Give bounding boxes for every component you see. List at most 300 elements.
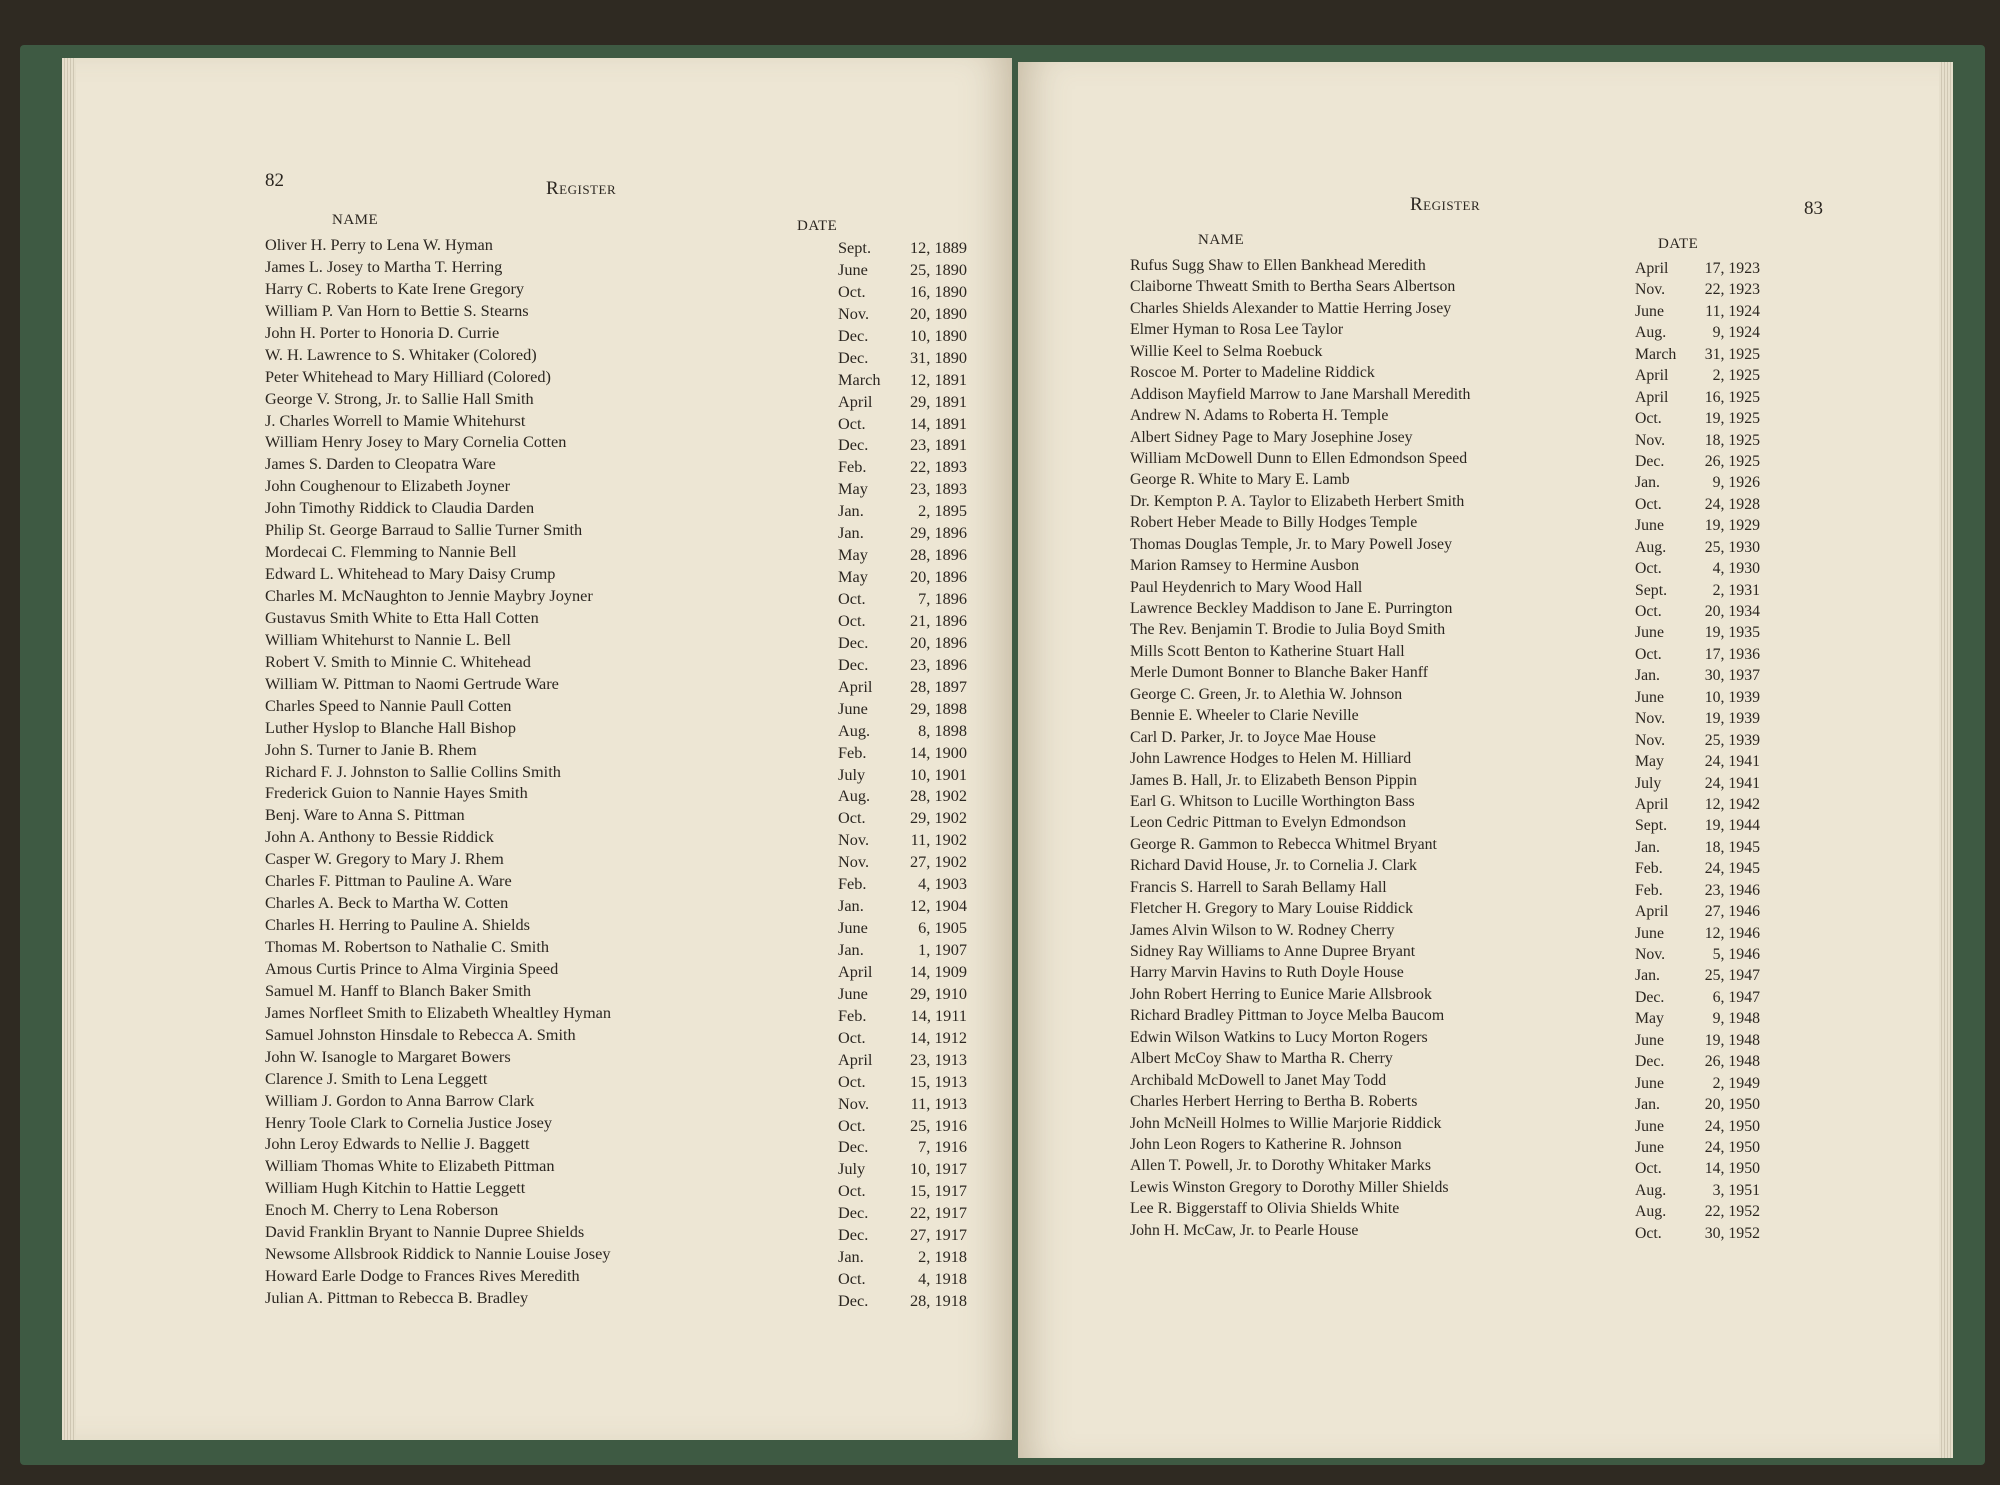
entry-month: Dec.: [838, 1291, 869, 1310]
entry-names: Robert V. Smith to Minnie C. Whitehead: [265, 651, 531, 671]
register-entry: [265, 740, 985, 762]
entry-month: Aug.: [1635, 324, 1667, 342]
entry-day-year: 12, 1942: [1704, 795, 1760, 813]
register-entry: [265, 1178, 985, 1200]
entry-month: Oct.: [838, 808, 866, 828]
entry-month: Nov.: [1635, 281, 1666, 299]
entry-month: June: [838, 918, 868, 938]
entry-names: John S. Turner to Janie B. Rhem: [265, 739, 477, 759]
register-entry: [265, 608, 985, 630]
entry-day-year: 15, 1917: [910, 1181, 967, 1201]
entry-month: April: [1635, 367, 1669, 385]
entry-day-year: 28, 1896: [910, 545, 967, 565]
entry-day-year: 22, 1917: [910, 1203, 967, 1223]
entry-day-year: 4, 1918: [918, 1269, 967, 1289]
name-column-header: NAME: [332, 212, 379, 228]
entry-names: William McDowell Dunn to Ellen Edmondson Speed: [1130, 449, 1468, 467]
entry-day-year: 10, 1901: [910, 764, 967, 784]
entry-month: Oct.: [1635, 560, 1662, 578]
entry-day-year: 24, 1941: [1704, 753, 1760, 771]
entry-month: Dec.: [838, 325, 869, 345]
register-entry: [1130, 707, 1830, 728]
entry-month: June: [1635, 517, 1664, 535]
register-entry: [1130, 879, 1830, 900]
entry-day-year: 31, 1890: [910, 347, 967, 367]
entry-names: Charles F. Pittman to Pauline A. Ware: [265, 871, 512, 891]
entry-month: Dec.: [1635, 988, 1665, 1006]
register-entry: [265, 827, 985, 849]
entry-month: Aug.: [1635, 1181, 1667, 1199]
register-entry: [265, 937, 985, 959]
entry-names: John H. Porter to Honoria D. Currie: [265, 322, 500, 342]
entry-month: March: [1635, 345, 1677, 363]
entry-month: Feb.: [838, 742, 867, 762]
entry-day-year: 24, 1945: [1704, 860, 1760, 878]
entry-month: Dec.: [838, 632, 869, 652]
entry-month: April: [838, 961, 873, 981]
entry-names: Luther Hyslop to Blanche Hall Bishop: [265, 717, 516, 737]
entry-month: Oct.: [838, 1115, 866, 1135]
entry-names: Lewis Winston Gregory to Dorothy Miller Shields: [1130, 1178, 1449, 1196]
entry-names: James Alvin Wilson to W. Rodney Cherry: [1130, 921, 1395, 939]
entry-month: Dec.: [838, 654, 869, 674]
register-entry: [265, 1288, 985, 1310]
entry-month: June: [1635, 624, 1664, 642]
entry-names: William Whitehurst to Nannie L. Bell: [265, 629, 511, 649]
entry-month: Oct.: [838, 1027, 866, 1047]
entry-names: John Leroy Edwards to Nellie J. Baggett: [265, 1134, 530, 1154]
entry-month: Nov.: [838, 830, 870, 850]
entry-day-year: 6, 1905: [918, 918, 967, 938]
entry-month: Jan.: [1635, 1096, 1661, 1114]
entry-month: Jan.: [838, 896, 864, 916]
entry-names: Mordecai C. Flemming to Nannie Bell: [265, 542, 517, 562]
register-entry: [1130, 1179, 1830, 1200]
register-entry: [1130, 772, 1830, 793]
register-entry: [265, 454, 985, 476]
entry-names: William W. Pittman to Naomi Gertrude Ware: [265, 673, 559, 693]
register-entry: [265, 783, 985, 805]
register-entry: [1130, 621, 1830, 642]
entry-day-year: 18, 1925: [1704, 431, 1760, 449]
entry-names: William Thomas White to Elizabeth Pittman: [265, 1156, 555, 1176]
entry-month: Dec.: [838, 1225, 869, 1245]
entry-names: George R. Gammon to Rebecca Whitmel Bryant: [1130, 835, 1437, 853]
entry-day-year: 25, 1939: [1704, 731, 1760, 749]
entry-month: June: [838, 259, 868, 279]
register-entry: [1130, 1157, 1830, 1178]
register-entry: [265, 301, 985, 323]
entry-names: John McNeill Holmes to Willie Marjorie Riddick: [1130, 1114, 1442, 1132]
entry-month: Dec.: [838, 435, 869, 455]
entry-names: W. H. Lawrence to S. Whitaker (Colored): [265, 344, 537, 364]
register-entry: [1130, 986, 1830, 1007]
entry-names: John A. Anthony to Bessie Riddick: [265, 827, 494, 847]
entry-names: Edward L. Whitehead to Mary Daisy Crump: [265, 564, 556, 584]
entry-month: Jan.: [1635, 667, 1661, 685]
entry-day-year: 14, 1911: [910, 1005, 967, 1025]
entry-day-year: 29, 1902: [910, 808, 967, 828]
entry-day-year: 27, 1946: [1704, 903, 1760, 921]
register-entry: [265, 762, 985, 784]
entry-month: Sept.: [1635, 581, 1668, 599]
entry-month: Feb.: [1635, 860, 1663, 878]
register-entry: [265, 849, 985, 871]
entry-month: May: [838, 567, 868, 587]
entry-names: Charles H. Herring to Pauline A. Shields: [265, 915, 530, 935]
entry-month: Jan.: [838, 1247, 864, 1267]
register-entry: [1130, 300, 1830, 321]
entry-day-year: 2, 1918: [918, 1247, 967, 1267]
entry-month: Aug.: [838, 720, 871, 740]
entry-names: Albert McCoy Shaw to Martha R. Cherry: [1130, 1050, 1393, 1068]
entry-month: Aug.: [1635, 1203, 1667, 1221]
entry-names: Marion Ramsey to Hermine Ausbon: [1130, 557, 1360, 575]
entry-names: Bennie E. Wheeler to Clarie Neville: [1130, 707, 1359, 725]
register-entry: [1130, 922, 1830, 943]
entry-month: Dec.: [838, 1137, 869, 1157]
entry-day-year: 10, 1890: [910, 325, 967, 345]
entry-day-year: 23, 1913: [910, 1049, 967, 1069]
entry-names: Lee R. Biggerstaff to Olivia Shields White: [1130, 1200, 1400, 1218]
entry-names: Addison Mayfield Marrow to Jane Marshall Meredith: [1130, 385, 1471, 403]
page-number: 83: [1804, 198, 1823, 219]
entry-names: John Robert Herring to Eunice Marie Allsbrook: [1130, 985, 1432, 1003]
entry-day-year: 19, 1948: [1704, 1031, 1760, 1049]
entry-day-year: 14, 1900: [910, 742, 967, 762]
entry-names: John H. McCaw, Jr. to Pearle House: [1130, 1221, 1359, 1239]
register-entry: [265, 564, 985, 586]
entry-names: William Henry Josey to Mary Cornelia Cotten: [265, 432, 567, 452]
entry-day-year: 12, 1904: [910, 896, 967, 916]
entry-day-year: 24, 1941: [1704, 774, 1760, 792]
left-page: [62, 58, 1012, 1440]
entry-names: John W. Isanogle to Margaret Bowers: [265, 1046, 511, 1066]
entry-month: July: [1635, 774, 1662, 792]
date-column-header: DATE: [797, 218, 838, 234]
entry-day-year: 19, 1925: [1704, 410, 1760, 428]
entry-day-year: 16, 1890: [910, 281, 967, 301]
register-entry: [265, 345, 985, 367]
entry-month: Nov.: [1635, 731, 1666, 749]
entry-month: April: [838, 1049, 873, 1069]
entry-names: Willie Keel to Selma Roebuck: [1130, 342, 1323, 360]
register-entry: [1130, 557, 1830, 578]
entry-month: Jan.: [1635, 967, 1661, 985]
entry-month: June: [838, 698, 868, 718]
entry-names: Richard David House, Jr. to Cornelia J. Clark: [1130, 857, 1417, 875]
register-entry: [1130, 514, 1830, 535]
register-entry: [1130, 793, 1830, 814]
entry-month: June: [1635, 1138, 1664, 1156]
entry-day-year: 14, 1891: [910, 413, 967, 433]
entry-names: The Rev. Benjamin T. Brodie to Julia Boyd Smith: [1130, 621, 1446, 639]
entry-names: Leon Cedric Pittman to Evelyn Edmondson: [1130, 814, 1406, 832]
entry-day-year: 24, 1928: [1704, 495, 1760, 513]
register-entry: [265, 520, 985, 542]
entry-month: Oct.: [1635, 645, 1662, 663]
entry-day-year: 14, 1912: [910, 1027, 967, 1047]
register-entry: [265, 1091, 985, 1113]
entry-names: Charles Speed to Nannie Paull Cotten: [265, 695, 512, 715]
entry-day-year: 21, 1896: [910, 610, 967, 630]
register-entry: [1130, 729, 1830, 750]
entry-month: Oct.: [838, 1071, 866, 1091]
register-entry: [1130, 493, 1830, 514]
entry-month: June: [1635, 302, 1664, 320]
entry-month: May: [1635, 753, 1664, 771]
entry-month: June: [838, 983, 868, 1003]
entry-names: William P. Van Horn to Bettie S. Stearns: [265, 300, 529, 320]
entry-month: April: [838, 391, 873, 411]
entry-names: Charles M. McNaughton to Jennie Maybry Joyner: [265, 586, 593, 605]
entry-names: William Hugh Kitchin to Hattie Leggett: [265, 1178, 526, 1198]
entry-names: Sidney Ray Williams to Anne Dupree Bryant: [1130, 943, 1416, 960]
entry-month: Feb.: [838, 1005, 867, 1025]
register-entry: [265, 652, 985, 674]
entry-names: Allen T. Powell, Jr. to Dorothy Whitaker Marks: [1130, 1157, 1431, 1175]
register-entry: [265, 498, 985, 520]
entry-month: Nov.: [1635, 946, 1666, 963]
register-entry: [1130, 579, 1830, 600]
entry-names: John Lawrence Hodges to Helen M. Hilliard: [1130, 750, 1412, 768]
register-entry: [265, 674, 985, 696]
register-entry: [265, 1222, 985, 1244]
register-entry: [1130, 964, 1830, 985]
entry-month: Oct.: [838, 589, 866, 608]
entry-day-year: 25, 1916: [910, 1115, 967, 1135]
entry-names: Lawrence Beckley Maddison to Jane E. Purrington: [1130, 600, 1453, 617]
entry-day-year: 26, 1948: [1704, 1053, 1760, 1071]
register-entry: [1130, 1007, 1830, 1028]
register-entry: [265, 323, 985, 345]
entry-day-year: 29, 1896: [910, 523, 967, 543]
register-entry: [265, 542, 985, 564]
entry-day-year: 20, 1890: [910, 303, 967, 323]
entry-names: James L. Josey to Martha T. Herring: [265, 256, 503, 276]
entry-day-year: 28, 1902: [910, 786, 967, 806]
entry-day-year: 23, 1896: [910, 654, 967, 674]
entry-day-year: 4, 1930: [1712, 560, 1760, 578]
entry-names: Amous Curtis Prince to Alma Virginia Speed: [265, 958, 559, 978]
entry-month: March: [838, 369, 881, 389]
entry-day-year: 29, 1891: [910, 391, 967, 411]
register-entry: [1130, 450, 1830, 471]
entry-names: Charles Shields Alexander to Mattie Herring Josey: [1130, 299, 1452, 317]
register-entry: [265, 1113, 985, 1135]
entry-names: Robert Heber Meade to Billy Hodges Temple: [1130, 514, 1418, 532]
entry-names: Oliver H. Perry to Lena W. Hyman: [265, 235, 493, 254]
entry-day-year: 7, 1916: [918, 1137, 967, 1157]
register-entry: [1130, 664, 1830, 685]
entry-month: Nov.: [838, 852, 870, 872]
entry-day-year: 29, 1898: [910, 698, 967, 718]
entry-day-year: 9, 1948: [1712, 1010, 1760, 1028]
entry-day-year: 22, 1893: [910, 457, 967, 477]
entry-names: George C. Green, Jr. to Alethia W. Johnson: [1130, 685, 1403, 703]
register-entries: [265, 235, 985, 1310]
entry-names: John Timothy Riddick to Claudia Darden: [265, 498, 535, 518]
entry-day-year: 24, 1950: [1704, 1138, 1760, 1156]
entry-day-year: 23, 1946: [1704, 881, 1760, 899]
entry-names: Fletcher H. Gregory to Mary Louise Riddick: [1130, 900, 1413, 918]
entry-month: Aug.: [1635, 538, 1667, 556]
entry-names: William J. Gordon to Anna Barrow Clark: [265, 1090, 535, 1110]
entry-month: April: [838, 676, 873, 696]
entry-day-year: 18, 1945: [1704, 838, 1760, 856]
entry-names: Roscoe M. Porter to Madeline Riddick: [1130, 364, 1375, 382]
entry-day-year: 3, 1951: [1712, 1181, 1760, 1199]
entry-names: Richard F. J. Johnston to Sallie Collins Smith: [265, 761, 561, 781]
register-entry: [265, 893, 985, 915]
entry-month: Oct.: [1635, 1160, 1662, 1178]
entry-month: Nov.: [838, 303, 870, 323]
entry-day-year: 31, 1925: [1704, 345, 1760, 363]
entry-day-year: 28, 1897: [910, 676, 967, 696]
register-entry: [1130, 429, 1830, 450]
entry-day-year: 12, 1946: [1704, 924, 1760, 942]
entry-day-year: 9, 1926: [1712, 474, 1760, 492]
entry-names: Charles Herbert Herring to Bertha B. Roberts: [1130, 1093, 1418, 1111]
register-entry: [265, 586, 985, 608]
entry-day-year: 20, 1896: [910, 632, 967, 652]
register-entry: [1130, 1200, 1830, 1221]
entry-month: Feb.: [838, 874, 867, 894]
entry-names: James Norfleet Smith to Elizabeth Whealtley Hyman: [265, 1002, 612, 1022]
entry-names: Edwin Wilson Watkins to Lucy Morton Rogers: [1130, 1028, 1428, 1046]
register-entry: [1130, 814, 1830, 835]
entry-day-year: 12, 1891: [910, 369, 967, 389]
entry-month: Jan.: [1635, 474, 1661, 492]
entry-month: Dec.: [1635, 1053, 1665, 1071]
register-entry: [265, 1156, 985, 1178]
entry-names: Rufus Sugg Shaw to Ellen Bankhead Meredith: [1130, 257, 1426, 274]
entry-month: Aug.: [838, 786, 871, 806]
entry-day-year: 26, 1925: [1704, 452, 1760, 470]
register-entry: [1130, 1115, 1830, 1136]
entry-day-year: 28, 1918: [910, 1291, 967, 1310]
entry-month: June: [1635, 924, 1664, 942]
register-entry: [265, 1003, 985, 1025]
register-entry: [265, 915, 985, 937]
entry-names: George V. Strong, Jr. to Sallie Hall Smith: [265, 388, 534, 408]
entry-month: Feb.: [1635, 881, 1663, 899]
entry-day-year: 23, 1893: [910, 479, 967, 499]
register-entry: [1130, 257, 1830, 278]
entry-names: Charles A. Beck to Martha W. Cotten: [265, 893, 509, 913]
entry-day-year: 14, 1950: [1704, 1160, 1760, 1178]
entry-names: Elmer Hyman to Rosa Lee Taylor: [1130, 321, 1344, 339]
entry-month: Jan.: [838, 501, 864, 521]
entry-names: Enoch M. Cherry to Lena Roberson: [265, 1200, 499, 1220]
entry-day-year: 9, 1924: [1712, 324, 1760, 342]
register-entry: [1130, 900, 1830, 921]
entry-names: Paul Heydenrich to Mary Wood Hall: [1130, 578, 1363, 596]
entry-month: June: [1635, 1074, 1664, 1092]
entry-names: Peter Whitehead to Mary Hilliard (Colored): [265, 366, 551, 386]
register-entry: [1130, 536, 1830, 557]
entry-names: Dr. Kempton P. A. Taylor to Elizabeth Herbert Smith: [1130, 492, 1465, 510]
register-entry: [1130, 1093, 1830, 1114]
register-entry: [265, 1069, 985, 1091]
entry-month: Nov.: [1635, 431, 1666, 449]
register-entry: [265, 257, 985, 279]
entry-month: Sept.: [1635, 817, 1668, 835]
register-entry: [265, 476, 985, 498]
register-entry: [265, 1134, 985, 1156]
entry-names: Mills Scott Benton to Katherine Stuart Hall: [1130, 642, 1405, 660]
entry-month: Oct.: [838, 1181, 866, 1201]
entry-day-year: 2, 1925: [1712, 367, 1760, 385]
register-entry: [1130, 600, 1830, 621]
entry-names: John Leon Rogers to Katherine R. Johnson: [1130, 1135, 1402, 1153]
entry-day-year: 1, 1907: [918, 940, 967, 959]
entry-day-year: 11, 1902: [910, 830, 967, 850]
entry-day-year: 30, 1937: [1704, 667, 1760, 685]
entry-names: James S. Darden to Cleopatra Ware: [265, 454, 496, 474]
entry-month: July: [838, 1159, 866, 1179]
register-entry: [1130, 343, 1830, 364]
entry-month: Dec.: [1635, 452, 1665, 470]
entry-day-year: 23, 1891: [910, 435, 967, 455]
register-entry: [1130, 1072, 1830, 1093]
register-entry: [1130, 321, 1830, 342]
entry-names: Andrew N. Adams to Roberta H. Temple: [1130, 407, 1389, 425]
entry-month: Feb.: [838, 457, 867, 477]
entry-day-year: 19, 1929: [1704, 517, 1760, 535]
register-entry: [265, 718, 985, 740]
entry-names: James B. Hall, Jr. to Elizabeth Benson Pippin: [1130, 771, 1417, 789]
entry-names: Thomas M. Robertson to Nathalie C. Smith: [265, 937, 549, 956]
entry-month: April: [1635, 795, 1669, 813]
register-entry: [265, 279, 985, 301]
entry-names: Thomas Douglas Temple, Jr. to Mary Powell Josey: [1130, 535, 1452, 553]
entry-day-year: 25, 1890: [910, 259, 967, 279]
register-entry: [1130, 750, 1830, 771]
register-entry: [1130, 364, 1830, 385]
entry-month: Nov.: [838, 1093, 870, 1113]
entry-names: Clarence J. Smith to Lena Leggett: [265, 1068, 488, 1088]
entry-day-year: 29, 1910: [910, 983, 967, 1003]
register-entry: [265, 1266, 985, 1288]
entry-day-year: 22, 1952: [1704, 1203, 1760, 1221]
entry-day-year: 2, 1949: [1712, 1074, 1760, 1092]
entry-names: Henry Toole Clark to Cornelia Justice Josey: [265, 1112, 553, 1132]
register-entry: [1130, 407, 1830, 428]
entry-month: June: [1635, 688, 1664, 706]
entry-day-year: 12, 1889: [910, 238, 967, 257]
entry-day-year: 10, 1917: [910, 1159, 967, 1179]
entry-names: Frederick Guion to Nannie Hayes Smith: [265, 783, 528, 803]
entry-day-year: 17, 1923: [1704, 260, 1760, 277]
entry-names: J. Charles Worrell to Mamie Whitehurst: [265, 410, 526, 430]
entry-day-year: 27, 1902: [910, 852, 967, 872]
register-entry: [1130, 643, 1830, 664]
entry-day-year: 20, 1934: [1704, 603, 1760, 620]
entry-month: May: [838, 479, 868, 499]
entry-names: Earl G. Whitson to Lucille Worthington Bass: [1130, 792, 1415, 810]
running-head: Register: [1410, 194, 1481, 215]
entry-month: Sept.: [838, 238, 872, 257]
entry-names: Howard Earle Dodge to Frances Rives Meredith: [265, 1266, 580, 1286]
entry-month: Jan.: [1635, 838, 1661, 856]
entry-day-year: 22, 1923: [1704, 281, 1760, 299]
entry-month: April: [1635, 388, 1669, 406]
register-entry: [1130, 836, 1830, 857]
entry-day-year: 14, 1909: [910, 961, 967, 981]
register-entry: [1130, 1029, 1830, 1050]
entry-day-year: 5, 1946: [1712, 946, 1760, 963]
